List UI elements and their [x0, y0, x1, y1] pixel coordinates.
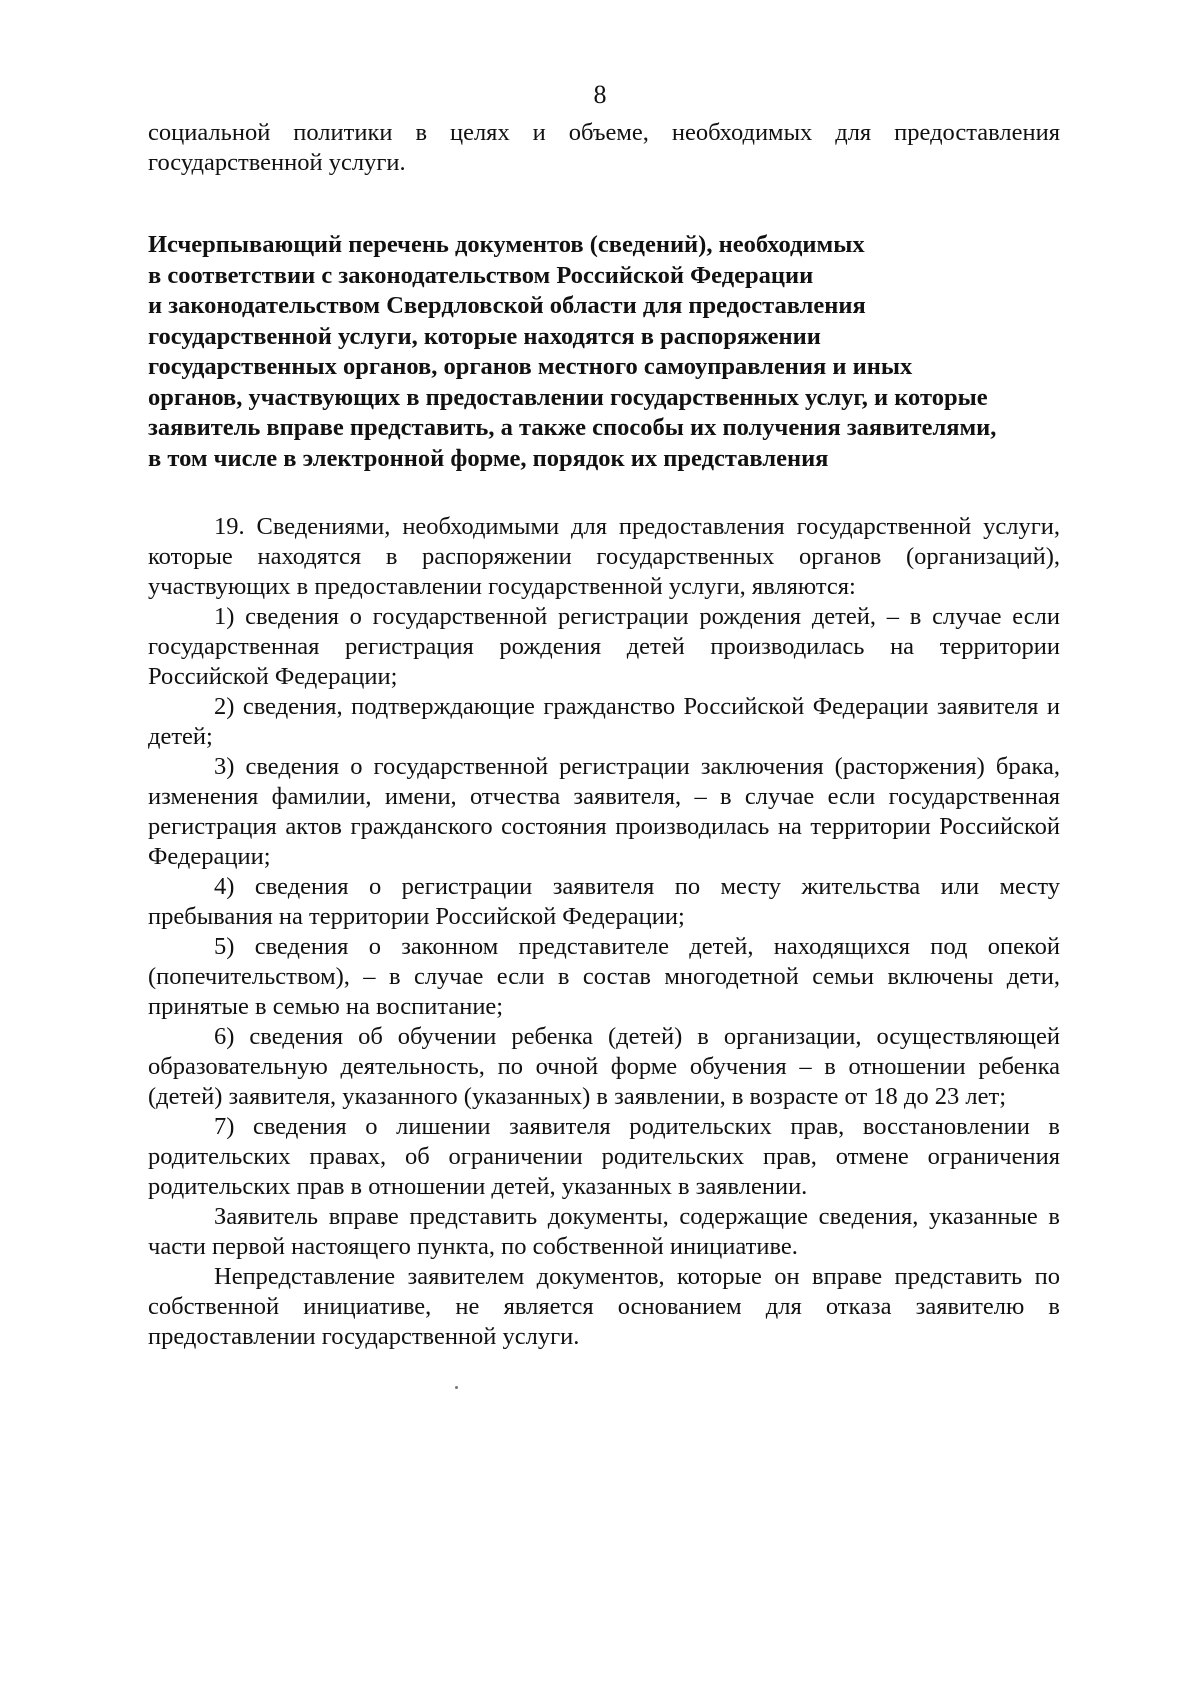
list-item-5: 5) сведения о законном представителе детей, находящихся под опекой (попечительством), – в случае если в состав многодетной семьи включены дети, принятые в семью на воспитание;	[148, 933, 1060, 1020]
heading-line: и законодательством Свердловской области для предоставления	[148, 292, 866, 319]
section-heading	[148, 230, 1060, 474]
document-body	[148, 118, 1060, 1352]
heading-line: государственных органов, органов местного самоуправления и иных	[148, 353, 913, 380]
list-item-1: 1) сведения о государственной регистрации рождения детей, – в случае если государственная регистрация рождения детей производилась на территории Российской Федерации;	[148, 603, 1060, 690]
list-item-6: 6) сведения об обучении ребенка (детей) в организации, осуществляющей образовательную деятельность, по очной форме обучения – в отношении ребенка (детей) заявителя, указанного (указанных) в заявлении, в возрасте от 18 до 23 лет;	[148, 1023, 1060, 1110]
scan-speck	[455, 1386, 458, 1389]
heading-line: заявитель вправе представить, а также способы их получения заявителями,	[148, 414, 997, 441]
intro-continuation: социальной политики в целях и объеме, необходимых для предоставления государственной услуги.	[148, 119, 1060, 176]
list-item-7: 7) сведения о лишении заявителя родительских прав, восстановлении в родительских правах, об ограничении родительских прав, отмене ограничения родительских прав в отношении детей, указанных в заявлении.	[148, 1113, 1060, 1200]
paragraph-initiative: Заявитель вправе представить документы, содержащие сведения, указанные в части первой настоящего пункта, по собственной инициативе.	[148, 1203, 1060, 1260]
heading-line: в соответствии с законодательством Российской Федерации	[148, 261, 814, 289]
page-number: 8	[593, 80, 607, 109]
heading-line: органов, участвующих в предоставлении государственных услуг, и которые	[148, 383, 988, 411]
heading-line: государственной услуги, которые находятся в распоряжении	[148, 322, 821, 350]
list-item-2: 2) сведения, подтверждающие гражданство Российской Федерации заявителя и детей;	[148, 693, 1060, 750]
paragraph-19: 19. Сведениями, необходимыми для предоставления государственной услуги, которые находятся в распоряжении государственных органов (организаций), участвующих в предоставлении государственной услуги, являются:	[148, 513, 1060, 600]
paragraph-non-submission: Непредставление заявителем документов, которые он вправе представить по собственной инициативе, не является основанием для отказа заявителю в предоставлении государственной услуги.	[148, 1263, 1060, 1350]
heading-line: Исчерпывающий перечень документов (сведений), необходимых	[148, 231, 865, 258]
heading-line: в том числе в электронной форме, порядок их представления	[148, 444, 829, 472]
list-item-3: 3) сведения о государственной регистрации заключения (расторжения) брака, изменения фамилии, имени, отчества заявителя, – в случае если государственная регистрация актов гражданского состояния производилась на территории Российской Федерации;	[148, 753, 1060, 870]
list-item-4: 4) сведения о регистрации заявителя по месту жительства или месту пребывания на территории Российской Федерации;	[148, 873, 1060, 930]
